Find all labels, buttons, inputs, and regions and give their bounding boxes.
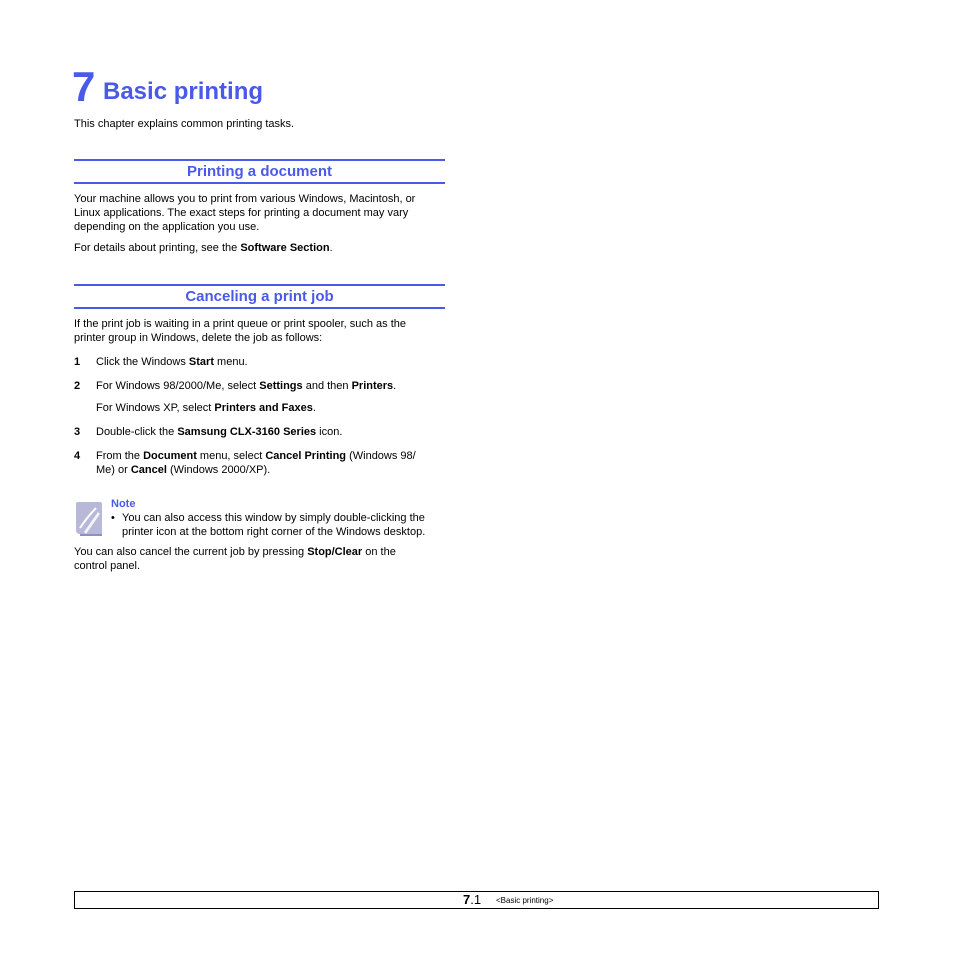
step-number: 2 (74, 380, 81, 392)
text-run: For details about printing, see the (74, 242, 241, 254)
section2-intro (74, 317, 406, 345)
text-run: and then (302, 380, 352, 392)
step-text (96, 449, 416, 477)
step-text (96, 425, 342, 439)
section-heading-canceling: Canceling a print job (74, 284, 445, 309)
note-text (122, 511, 425, 539)
chapter-title: Basic printing (103, 78, 264, 105)
text-run: on the (362, 546, 396, 558)
text-run: (Windows 98/ (346, 450, 416, 462)
section2-outro (74, 545, 396, 573)
step-number: 4 (74, 450, 81, 462)
text-bold: Document (143, 450, 197, 462)
text-bold: Settings (259, 380, 303, 392)
text-bold: Cancel (130, 464, 167, 476)
step-text (96, 355, 248, 369)
step-number: 1 (74, 356, 81, 368)
note-label: Note (111, 498, 136, 510)
text-run: icon. (316, 426, 343, 438)
software-section-link-text: Software Section (240, 242, 330, 254)
text-line: You can also access this window by simply double-clicking the (122, 512, 425, 524)
text-line (96, 449, 416, 463)
text-run: For Windows XP, select (96, 402, 215, 414)
text-line: printer icon at the bottom right corner of the Windows desktop. (122, 526, 426, 538)
text-run: menu, select (196, 450, 266, 462)
text-run: For Windows 98/2000/Me, select (96, 380, 260, 392)
text-run: (Windows 2000/XP). (166, 464, 271, 476)
step-number: 3 (74, 426, 81, 438)
chapter-intro: This chapter explains common printing tasks. (74, 118, 295, 130)
text-line: control panel. (74, 560, 141, 572)
chapter-number: 7 (72, 63, 96, 110)
page-chapter: 7 (463, 892, 471, 907)
text-bold: Cancel Printing (265, 450, 347, 462)
text-run: Me) or (96, 464, 131, 476)
section1-paragraph (74, 192, 415, 234)
text-run: From the (96, 450, 144, 462)
page-rest: .1 (470, 892, 482, 907)
text-run: You can also cancel the current job by pressing (74, 546, 308, 558)
step-text (96, 379, 396, 393)
footer-chapter-tag: <Basic printing> (496, 896, 554, 905)
page-number (463, 892, 481, 908)
text-run: menu. (213, 356, 248, 368)
text-run: . (312, 402, 316, 414)
text-bold: Start (188, 356, 214, 368)
text-run: . (329, 242, 333, 254)
text-line: Linux applications. The exact steps for printing a document may vary (74, 207, 409, 219)
text-line (96, 463, 416, 477)
step-subtext (96, 401, 316, 415)
text-line: If the print job is waiting in a print queue or print spooler, such as the (74, 318, 407, 330)
text-bold: Printers and Faxes (214, 402, 313, 414)
text-bold: Printers (351, 380, 394, 392)
text-run: . (393, 380, 397, 392)
text-line: printer group in Windows, delete the job as follows: (74, 332, 323, 344)
section1-details (74, 241, 333, 255)
section-heading-printing: Printing a document (74, 159, 445, 184)
text-bold: Stop/Clear (307, 546, 363, 558)
text-line: depending on the application you use. (74, 221, 260, 233)
text-line (74, 545, 396, 559)
text-line: Your machine allows you to print from various Windows, Macintosh, or (74, 193, 416, 205)
note-pen-icon (74, 498, 106, 538)
text-run: Click the Windows (96, 356, 189, 368)
text-bold: Samsung CLX-3160 Series (177, 426, 317, 438)
note-bullet: • (111, 512, 115, 524)
text-run: Double-click the (96, 426, 178, 438)
